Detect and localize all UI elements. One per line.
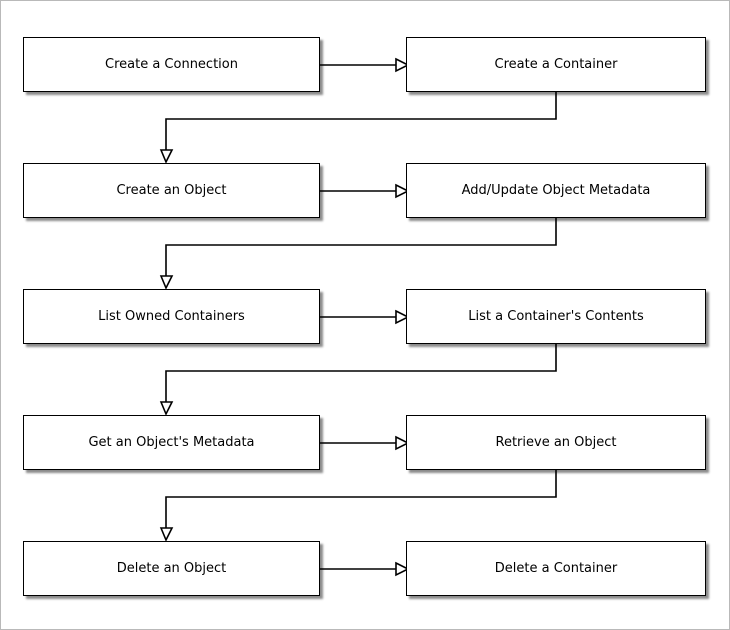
- node-add-update-object-metadata[interactable]: [406, 163, 706, 218]
- node-label: Create an Object: [116, 182, 227, 198]
- edge-container-to-object: [161, 92, 561, 164]
- node-label: Create a Connection: [105, 56, 238, 72]
- edge-contents-to-get-metadata: [161, 344, 561, 416]
- edge-get-metadata-to-retrieve: [320, 431, 410, 455]
- node-delete-object[interactable]: [23, 541, 320, 596]
- node-label: Get an Object's Metadata: [88, 434, 255, 450]
- edge-metadata-to-list-owned: [161, 218, 561, 290]
- edge-object-to-metadata: [320, 179, 410, 203]
- node-label: List Owned Containers: [98, 308, 245, 324]
- node-label: Delete a Container: [494, 560, 618, 576]
- node-get-object-metadata[interactable]: [23, 415, 320, 470]
- node-create-connection[interactable]: [23, 37, 320, 92]
- edge-connection-to-container: [320, 53, 410, 77]
- node-label: Delete an Object: [116, 560, 227, 576]
- edge-list-owned-to-contents: [320, 305, 410, 329]
- node-delete-container[interactable]: [406, 541, 706, 596]
- node-create-object[interactable]: [23, 163, 320, 218]
- node-label: List a Container's Contents: [468, 308, 644, 324]
- node-label: Retrieve an Object: [495, 434, 617, 450]
- edge-delete-object-to-delete-container: [320, 557, 410, 581]
- node-label: Create a Container: [494, 56, 618, 72]
- node-create-container[interactable]: [406, 37, 706, 92]
- node-list-container-contents[interactable]: [406, 289, 706, 344]
- node-list-owned-containers[interactable]: [23, 289, 320, 344]
- edge-retrieve-to-delete-object: [161, 470, 561, 542]
- node-label: Add/Update Object Metadata: [461, 182, 651, 198]
- node-retrieve-object[interactable]: [406, 415, 706, 470]
